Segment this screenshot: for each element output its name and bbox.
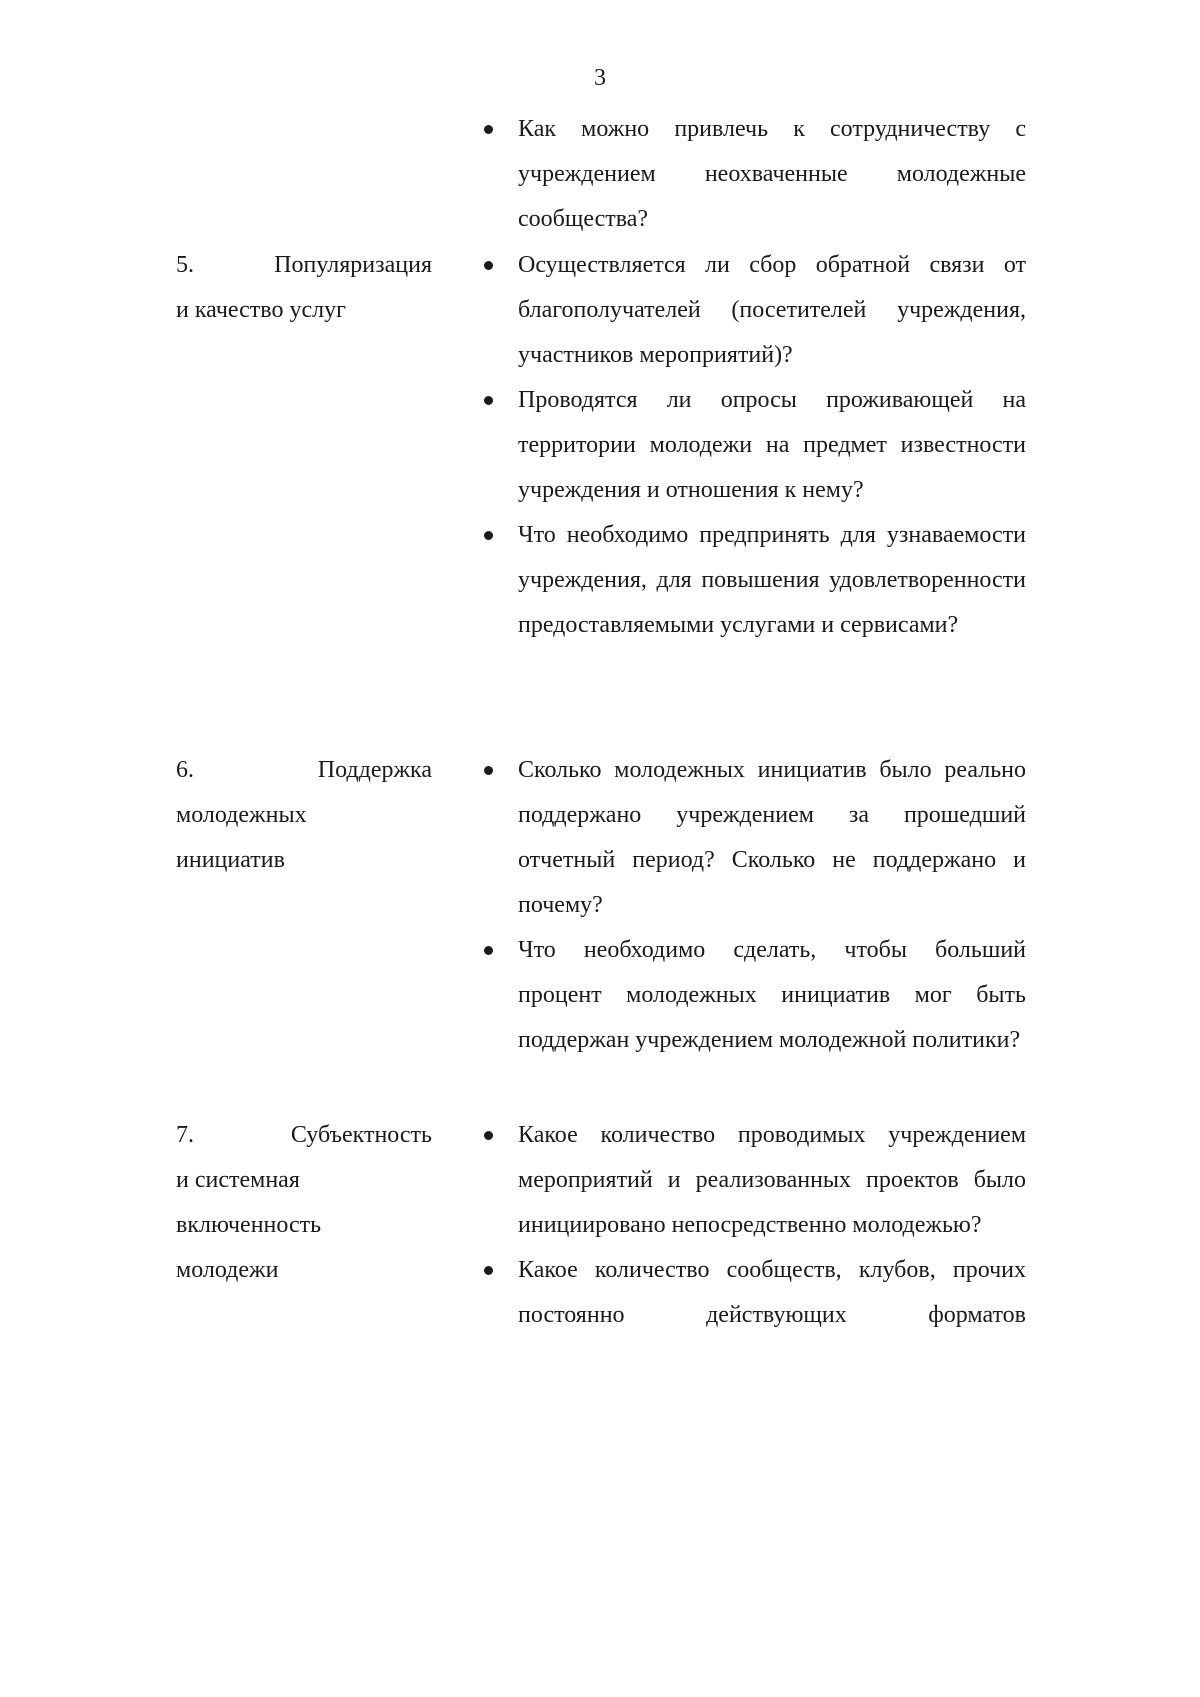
intro-bullet-list — [480, 107, 1026, 242]
bullet-item — [480, 1248, 1026, 1338]
section-bullets-6 — [480, 748, 1026, 1063]
bullet-text: Какое количество проводимых учреждением мероприятий и реализованных проектов было инициировано непосредственно молодежью? — [518, 1122, 1026, 1238]
section-number: 6. — [176, 757, 194, 783]
page-number: 3 — [594, 65, 606, 91]
section-title-5 — [176, 243, 432, 333]
section-title-word: Субъектность — [290, 1122, 432, 1148]
section-number: 7. — [176, 1122, 194, 1148]
bullet-dot-icon — [484, 125, 493, 134]
bullet-text: Проводятся ли опросы проживающей на территории молодежи на предмет известности учреждения и отношения к нему? — [518, 387, 1026, 503]
bullet-dot-icon — [484, 946, 493, 955]
bullet-text: Какое количество сообществ, клубов, прочих постоянно действующих форматов — [518, 1257, 1026, 1328]
section-title-line: молодежных — [176, 802, 307, 828]
section-title-word: Популяризация — [274, 252, 432, 278]
bullet-dot-icon — [484, 1131, 493, 1140]
bullet-dot-icon — [484, 766, 493, 775]
bullet-dot-icon — [484, 261, 493, 270]
bullet-dot-icon — [484, 1266, 493, 1275]
bullet-dot-icon — [484, 396, 493, 405]
bullet-text: Осуществляется ли сбор обратной связи от благополучателей (посетителей учреждения, участников мероприятий)? — [518, 252, 1026, 368]
section-title-first-line — [176, 748, 432, 793]
section-title-line: и системная — [176, 1167, 300, 1193]
section-title-line: включенность — [176, 1212, 322, 1238]
section-number: 5. — [176, 252, 194, 278]
bullet-item — [480, 928, 1026, 1063]
bullet-text: Как можно привлечь к сотрудничеству с учреждением неохваченные молодежные сообщества? — [518, 116, 1026, 232]
section-bullets-5 — [480, 243, 1026, 648]
bullet-text: Что необходимо сделать, чтобы больший процент молодежных инициатив мог быть поддержан учреждением молодежной политики? — [518, 937, 1026, 1053]
section-bullets-7 — [480, 1113, 1026, 1338]
bullet-item — [480, 107, 1026, 242]
bullet-text: Сколько молодежных инициатив было реально поддержано учреждением за прошедший отчетный период? Сколько не поддержано и почему? — [518, 757, 1026, 918]
bullet-dot-icon — [484, 531, 493, 540]
section-title-7 — [176, 1113, 432, 1293]
bullet-item — [480, 243, 1026, 378]
section-title-line: и качество услуг — [176, 297, 346, 323]
section-title-word: Поддержка — [317, 757, 432, 783]
section-title-6 — [176, 748, 432, 883]
bullet-item — [480, 378, 1026, 513]
bullet-text: Что необходимо предпринять для узнаваемости учреждения, для повышения удовлетворенности предоставляемыми услугами и сервисами? — [518, 522, 1026, 638]
section-title-line: молодежи — [176, 1257, 279, 1283]
section-title-first-line — [176, 1113, 432, 1158]
section-title-line: инициатив — [176, 847, 285, 873]
section-title-first-line — [176, 243, 432, 288]
bullet-item — [480, 1113, 1026, 1248]
bullet-item — [480, 748, 1026, 928]
bullet-item — [480, 513, 1026, 648]
